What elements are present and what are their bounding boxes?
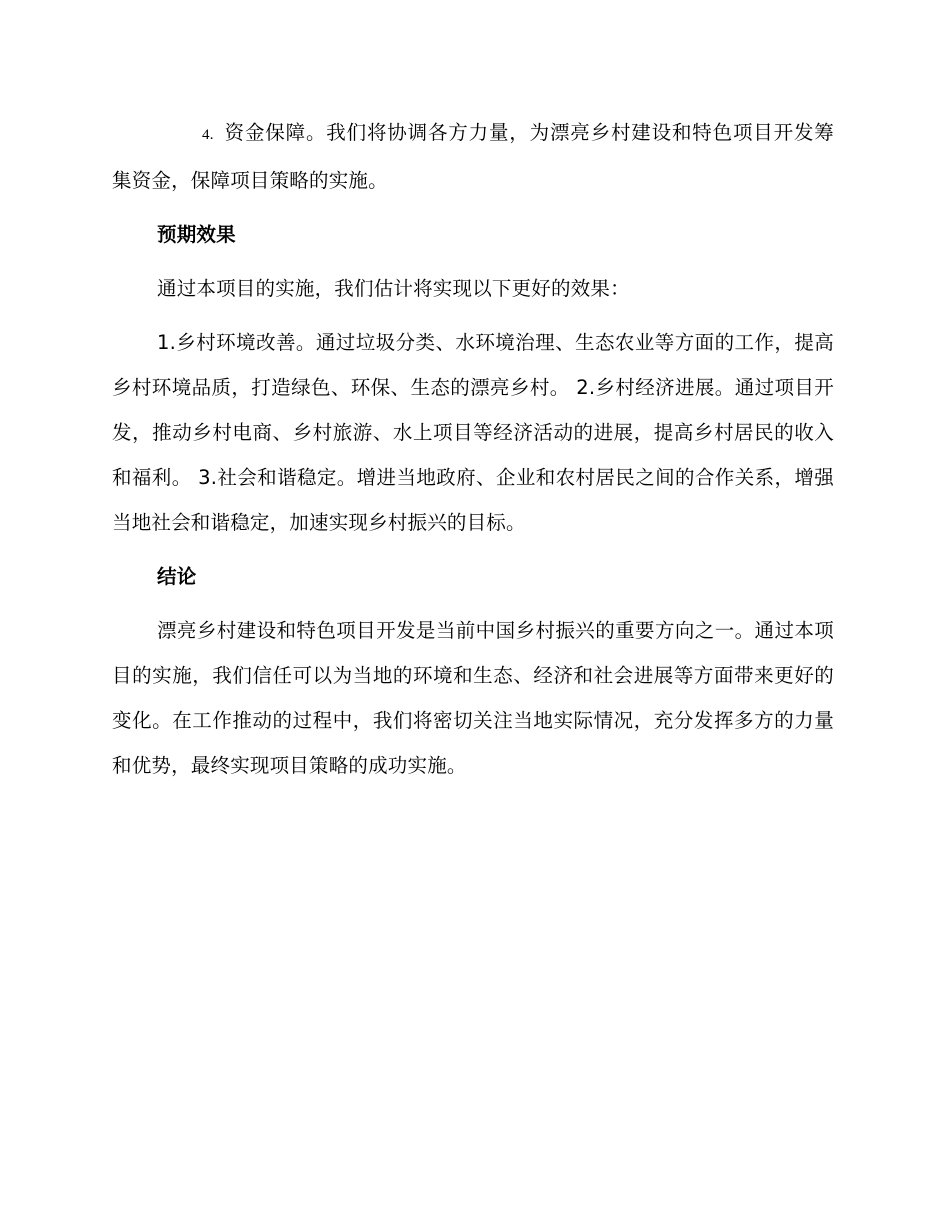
list-item-text: 资金保障。我们将协调各方力量，为漂亮乡村建设和特色项目开发筹集资金，保障项目策略的实施。 xyxy=(112,121,834,192)
section-heading-effects: 预期效果 xyxy=(157,223,236,246)
spacer xyxy=(112,257,834,266)
conclusion-paragraph: 漂亮乡村建设和特色项目开发是当前中国乡村振兴的重要方向之一。通过本项目的实施，我们信任可以为当地的环境和生态、经济和社会进展等方面带来更好的变化。在工作推动的过程中，我们将密切关注当地实际情况，充分发挥多方的力量和优势，最终实现项目策略的成功实施。 xyxy=(112,619,834,777)
list-item-number: 4. xyxy=(202,127,214,143)
effects-intro-paragraph: 通过本项目的实施，我们估计将实现以下更好的效果： xyxy=(157,277,630,300)
document-body xyxy=(112,110,834,788)
spacer xyxy=(112,545,834,554)
spacer xyxy=(112,311,834,320)
spacer xyxy=(112,599,834,608)
spacer xyxy=(112,203,834,212)
section-heading-conclusion: 结论 xyxy=(157,565,197,588)
list-item-funding xyxy=(112,110,834,203)
effects-body-paragraph: 1.乡村环境改善。通过垃圾分类、水环境治理、生态农业等方面的工作，提高乡村环境品质，打造绿色、环保、生态的漂亮乡村。 2.乡村经济进展。通过项目开发，推动乡村电商、乡村旅游、水上项目等经济活动的进展，提高乡村居民的收入和福利。 3.社会和谐稳定。增进当地政府、企业和农村居民之间的合作关系，增强当地社会和谐稳定，加速实现乡村振兴的目标。 xyxy=(112,331,834,534)
